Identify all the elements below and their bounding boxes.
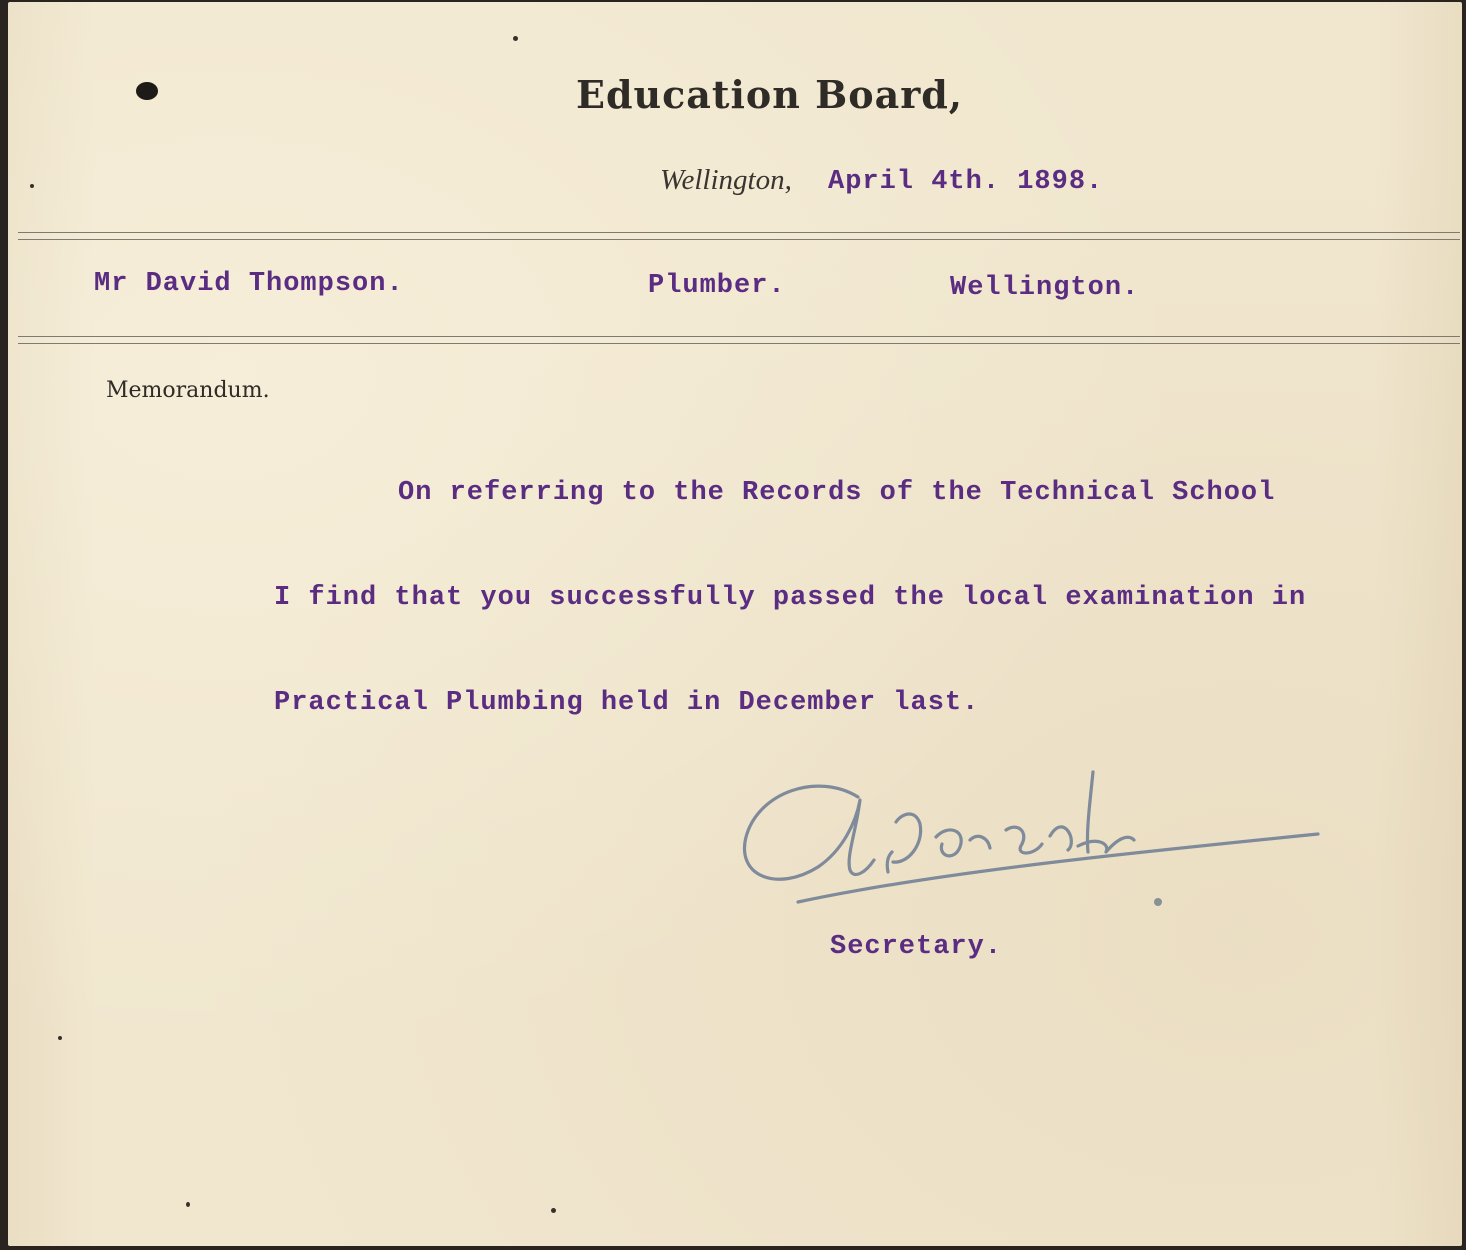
paper-speck [30,184,34,188]
signer-title: Secretary. [830,932,1003,962]
recipient-name: Mr David Thompson. [94,269,404,299]
divider-line [18,336,1460,337]
recipient-town: Wellington. [950,273,1140,303]
paper-speck [551,1208,556,1213]
letter-date: April 4th. 1898. [828,167,1104,197]
recipient-occupation: Plumber. [648,271,786,301]
body-line-2: I find that you successfully passed the local examination in [274,583,1307,613]
ink-blot [136,82,158,100]
handwritten-signature [738,752,1338,922]
divider-line [18,232,1460,233]
paper-speck [186,1202,190,1207]
body-line-1: On referring to the Records of the Technical School [398,478,1276,508]
letter-sheet [8,2,1462,1246]
memorandum-label: Memorandum. [106,378,270,403]
divider-line [18,239,1460,240]
letterhead-title: Education Board, [576,72,964,117]
letterhead-place: Wellington, [660,164,792,196]
paper-speck [513,36,518,41]
paper-speck [1154,898,1162,906]
paper-speck [58,1036,62,1040]
body-line-3: Practical Plumbing held in December last. [274,688,980,718]
divider-line [18,343,1460,344]
